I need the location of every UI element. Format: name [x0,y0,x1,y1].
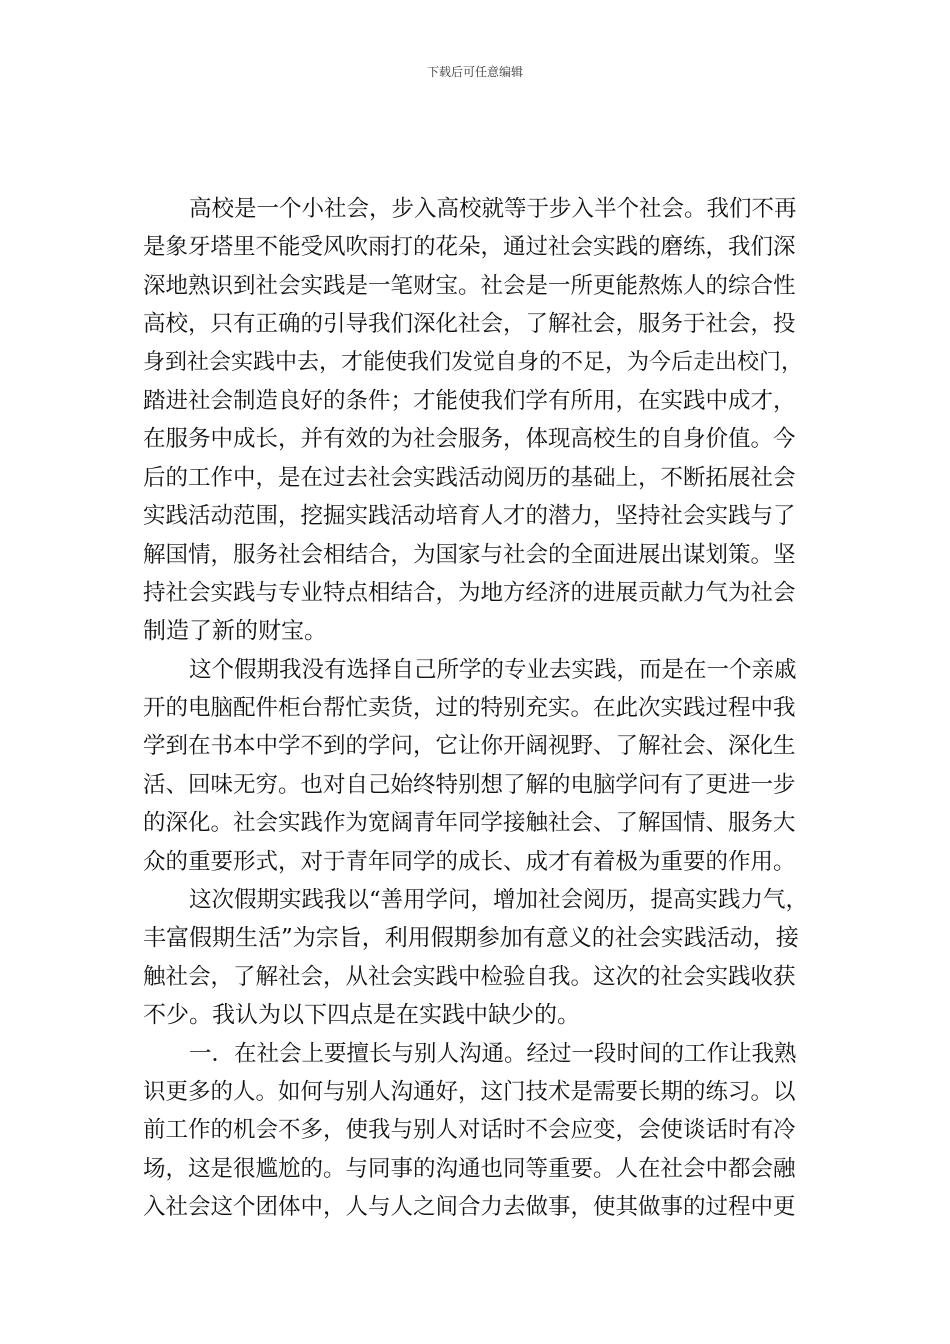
text-line: 众的重要形式，对于青年同学的成长、成才有着极为重要的作用。 [143,848,796,875]
text-line: 持社会实践与专业特点相结合，为地方经济的进展贡献力气为社会 [143,579,796,606]
paragraph-first-line: 一．在社会上要擅长与别人沟通。经过一段时间的工作让我熟 [189,1040,797,1067]
text-line: 高校，只有正确的引导我们深化社会，了解社会，服务于社会，投 [143,311,796,338]
paragraph-first-line: 这次假期实践我以“善用学问，增加社会阅历，提高实践力气， [189,887,809,914]
text-line: 的深化。社会实践作为宽阔青年同学接触社会、了解国情、服务大 [143,810,796,837]
text-line: 是象牙塔里不能受风吹雨打的花朵，通过社会实践的磨练，我们深 [143,234,796,261]
text-line: 前工作的机会不多，使我与别人对话时不会应变，会使谈话时有冷 [143,1117,796,1144]
text-line: 活、回味无穷。也对自己始终特别想了解的电脑学问有了更进一步 [143,771,796,798]
text-line: 丰富假期生活”为宗旨，利用假期参加有意义的社会实践活动，接 [143,925,799,952]
page-header: 下载后可任意编辑 [426,65,523,79]
text-line: 后的工作中，是在过去社会实践活动阅历的基础上，不断拓展社会 [143,464,796,491]
text-line: 入社会这个团体中，人与人之间合力去做事，使其做事的过程中更 [143,1194,796,1221]
text-line: 场，这是很尴尬的。与同事的沟通也同等重要。人在社会中都会融 [143,1155,796,1182]
text-line: 学到在书本中学不到的学问，它让你开阔视野、了解社会、深化生 [143,733,796,760]
text-line: 制造了新的财宝。 [143,618,327,645]
paragraph-first-line: 高校是一个小社会，步入高校就等于步入半个社会。我们不再 [189,196,797,222]
text-line: 识更多的人。如何与别人沟通好，这门技术是需要长期的练习。以 [143,1078,796,1105]
document-body [143,190,808,1227]
text-line: 深地熟识到社会实践是一笔财宝。社会是一所更能熬炼人的综合性 [143,272,796,299]
paragraph-first-line: 这个假期我没有选择自己所学的专业去实践，而是在一个亲戚 [189,656,797,683]
text-line: 触社会，了解社会，从社会实践中检验自我。这次的社会实践收获 [143,963,796,990]
text-line: 不少。我认为以下四点是在实践中缺少的。 [143,1002,580,1029]
text-line: 开的电脑配件柜台帮忙卖货，过的特别充实。在此次实践过程中我 [143,695,796,722]
text-line: 解国情，服务社会相结合，为国家与社会的全面进展出谋划策。坚 [143,541,796,568]
text-line: 身到社会实践中去，才能使我们发觉自身的不足，为今后走出校门， [143,349,804,375]
text-line: 踏进社会制造良好的条件；才能使我们学有所用，在实践中成才， [143,387,796,414]
text-line: 实践活动范围，挖掘实践活动培育人才的潜力，坚持社会实践与了 [143,503,796,530]
text-line: 在服务中成长，并有效的为社会服务，体现高校生的自身价值。今 [143,426,796,453]
